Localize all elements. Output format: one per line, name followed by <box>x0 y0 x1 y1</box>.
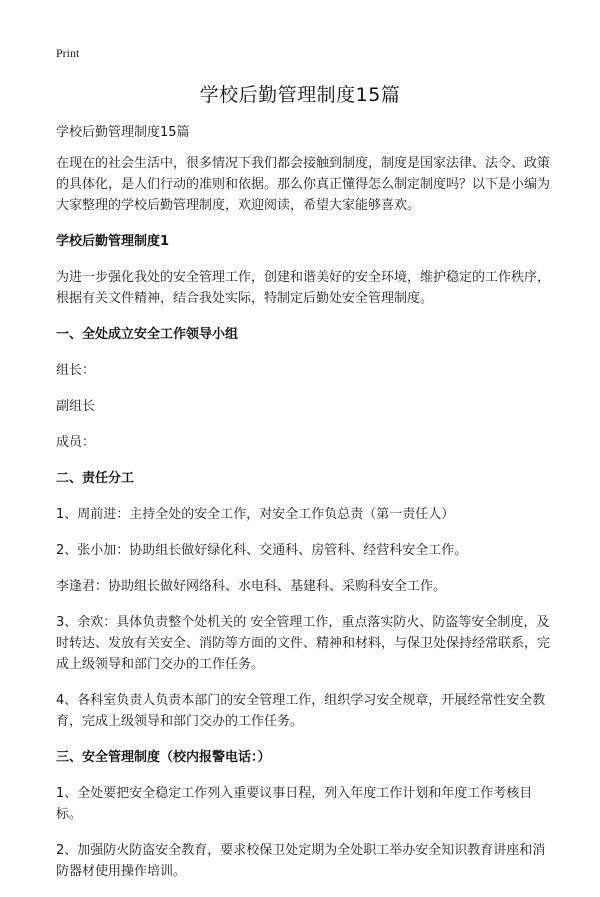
duty-item-2: 2、张小加：协助组长做好绿化科、交通科、房管科、经营科安全工作。 <box>56 543 468 558</box>
heading-leadership-group: 一、全处成立安全工作领导小组 <box>56 327 239 342</box>
heading-safety-rules: 三、安全管理制度（校内报警电话：） <box>56 750 271 765</box>
intro-paragraph: 在现在的社会生活中，很多情况下我们都会接触到制度，制度是国家法律、法令、政策的具体化，是人们行动的准则和依据。那么你真正懂得怎么制定制度吗？以下是小编为大家整理的学校后勤管理制度，欢迎阅读，希望大家能够喜欢。 <box>56 156 551 213</box>
heading-responsibilities: 二、责任分工 <box>56 471 135 486</box>
deputy-leader-line: 副组长 <box>56 399 96 414</box>
subtitle: 学校后勤管理制度15篇 <box>56 125 190 140</box>
duty-item-1: 1、周前进：主持全处的安全工作，对安全工作负总责（第一责任人） <box>56 507 455 522</box>
leader-line: 组长： <box>56 363 96 378</box>
duty-item-2b: 李逢君：协助组长做好网络科、水电科、基建科、采购科安全工作。 <box>56 579 447 594</box>
print-label[interactable]: Print <box>56 46 80 60</box>
members-line: 成员： <box>56 435 96 450</box>
section-heading-1: 学校后勤管理制度1 <box>56 234 170 249</box>
duty-item-4: 4、各科室负责人负责本部门的安全管理工作，组织学习安全规章，开展经常性安全教育，完成上级领导和部门交办的工作任务。 <box>56 693 546 729</box>
duty-item-3: 3、余欢：具体负责整个处机关的 安全管理工作，重点落实防火、防盗等安全制度，及时转达、发放有关安全、消防等方面的文件、精神和材料，与保卫处保持经常联系，完成上级领导和部门交办的工作任务。 <box>56 615 551 672</box>
rule-item-1: 1、全处要把安全稳定工作列入重要议事日程，列入年度工作计划和年度工作考核目标。 <box>56 786 533 822</box>
article-body <box>56 122 554 897</box>
page-title: 学校后勤管理制度15篇 <box>199 84 401 106</box>
section-paragraph: 为进一步强化我处的安全管理工作，创建和谐美好的安全环境，维护稳定的工作秩序，根据有关文件精神，结合我处实际，特制定后勤处安全管理制度。 <box>56 270 551 306</box>
rule-item-2: 2、加强防火防盗安全教育，要求校保卫处定期为全处职工举办安全知识教育讲座和消防器材使用操作培训。 <box>56 843 546 879</box>
